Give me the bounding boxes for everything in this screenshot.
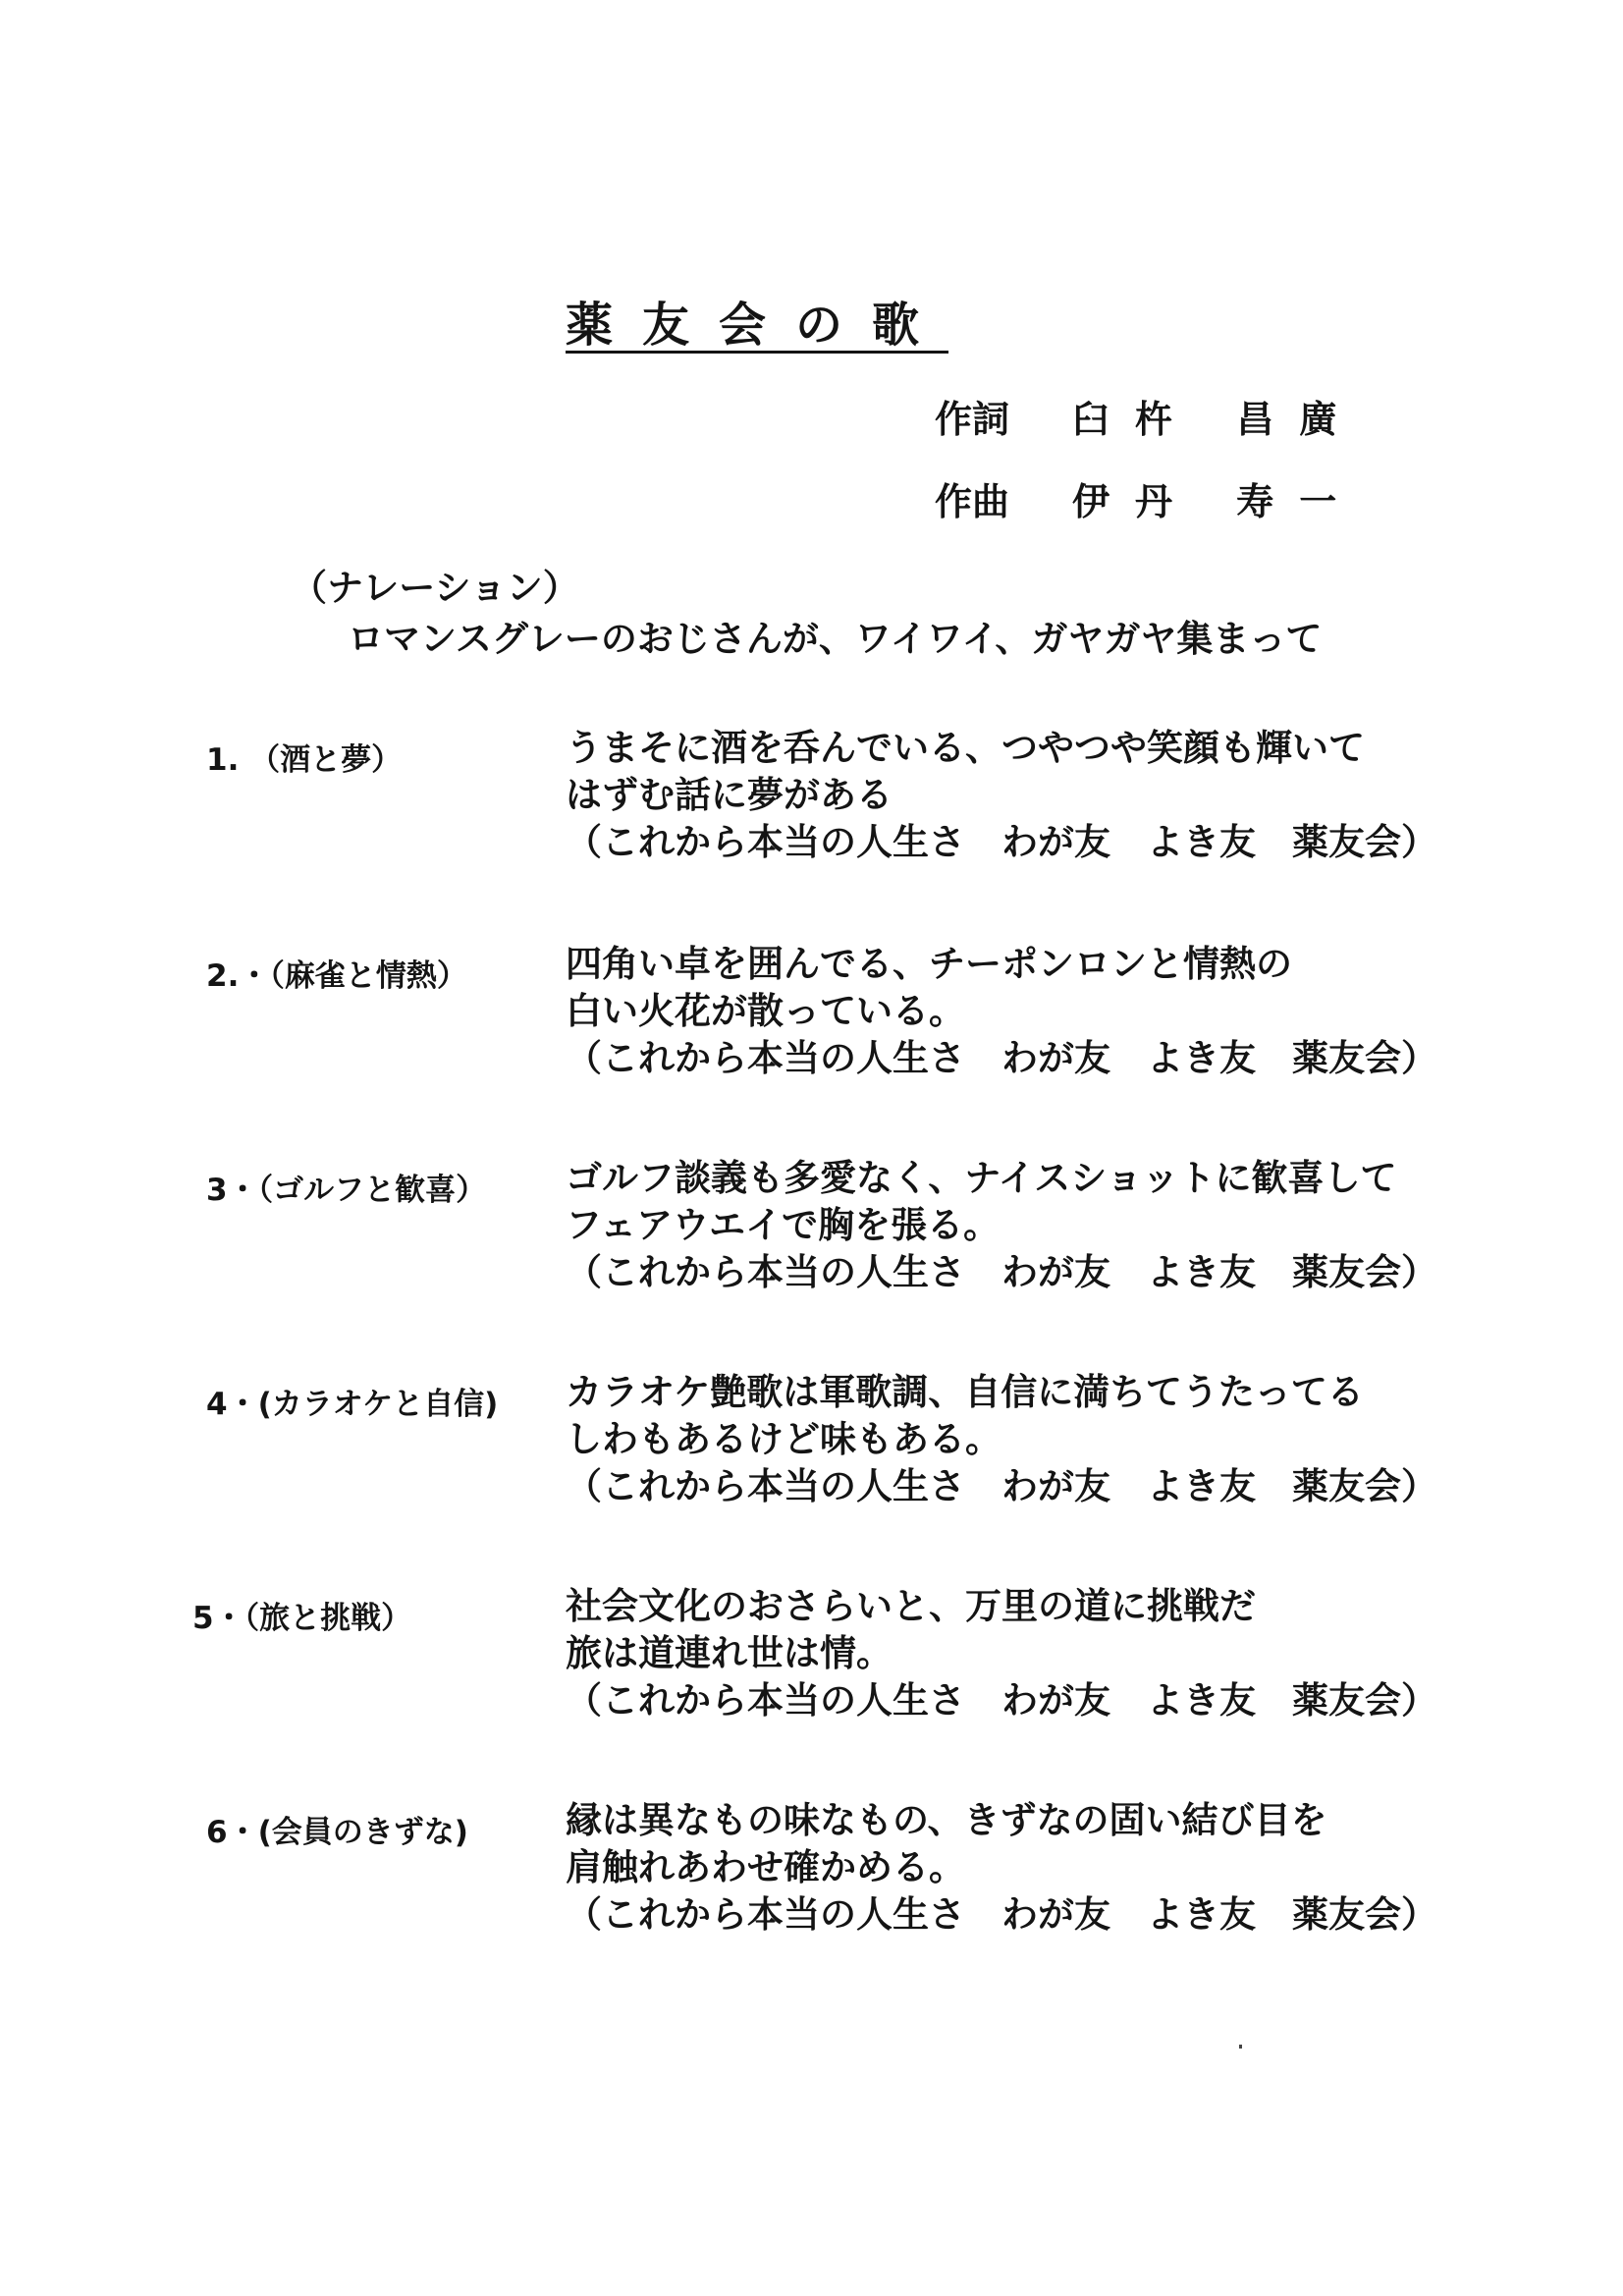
verse-1-label: 1. （酒と夢） [206, 742, 403, 778]
verse-2-label: 2.・（麻雀と情熱） [206, 958, 467, 994]
verse-1-refrain: （これから本当の人生さ わが友 よき友 薬友会） [566, 821, 1437, 863]
verse-2-line-2: 白い火花が散っている。 [566, 990, 965, 1032]
verse-4-line-2: しわもあるけど味もある。 [566, 1418, 1001, 1460]
lyricist-credit [935, 389, 1362, 443]
verse-6-refrain: （これから本当の人生さ わが友 よき友 薬友会） [566, 1893, 1437, 1936]
verse-1-line-1: うまそに酒を呑んでいる、つやつや笑顔も輝いて [566, 727, 1365, 769]
verse-5-lyrics [566, 1583, 1437, 1724]
verse-4-label: 4・(カラオケと自信) [206, 1387, 499, 1422]
composer-credit [935, 471, 1362, 525]
verse-2-line-1: 四角い卓を囲んでる、チーポンロンと情熱の [566, 943, 1292, 985]
composer-role: 作曲 [935, 480, 1010, 523]
verse-5-line-1: 社会文化のおさらいと、万里の道に挑戦だ [566, 1585, 1256, 1627]
narration-text: ロマンスグレーのおじさんが、ワイワイ、ガヤガヤ集まって [348, 618, 1323, 660]
verse-2-refrain: （これから本当の人生さ わが友 よき友 薬友会） [566, 1037, 1437, 1079]
verse-5-refrain: （これから本当の人生さ わが友 よき友 薬友会） [566, 1679, 1437, 1722]
verse-2-lyrics [566, 941, 1437, 1082]
narration-label: （ナレーション） [291, 567, 579, 609]
verse-3-line-2: フェアウエイで胸を張る。 [566, 1204, 1001, 1246]
verse-6-line-1: 縁は異なもの味なもの、きずなの固い結び目を [566, 1799, 1327, 1841]
composer-name: 伊丹 寿一 [1072, 480, 1363, 523]
verse-4-line-1: カラオケ艶歌は軍歌調、自信に満ちてうたってる [566, 1371, 1364, 1413]
verse-1-lyrics [566, 725, 1437, 866]
verse-5-label: 5・（旅と挑戦） [192, 1601, 412, 1636]
verse-6-line-2: 肩触れあわせ確かめる。 [566, 1846, 965, 1888]
lyricist-name: 臼杵 昌廣 [1072, 398, 1363, 441]
verse-4-lyrics [566, 1369, 1437, 1510]
verse-6-lyrics [566, 1797, 1437, 1939]
song-title: 薬友会の歌 [566, 298, 949, 353]
verse-3-line-1: ゴルフ談義も多愛なく、ナイスショットに歓喜して [566, 1157, 1397, 1199]
lyricist-role: 作詞 [935, 398, 1010, 441]
verse-5-line-2: 旅は道連れ世は情。 [566, 1632, 893, 1674]
scan-speck [1239, 2045, 1242, 2049]
verse-1-line-2: はずむ話に夢がある [566, 774, 893, 816]
verse-4-refrain: （これから本当の人生さ わが友 よき友 薬友会） [566, 1465, 1437, 1507]
verse-6-label: 6・(会員のきずな) [206, 1815, 468, 1850]
verse-3-refrain: （これから本当の人生さ わが友 よき友 薬友会） [566, 1251, 1437, 1293]
verse-3-label: 3・（ゴルフと歓喜） [206, 1173, 487, 1208]
verse-3-lyrics [566, 1155, 1437, 1296]
